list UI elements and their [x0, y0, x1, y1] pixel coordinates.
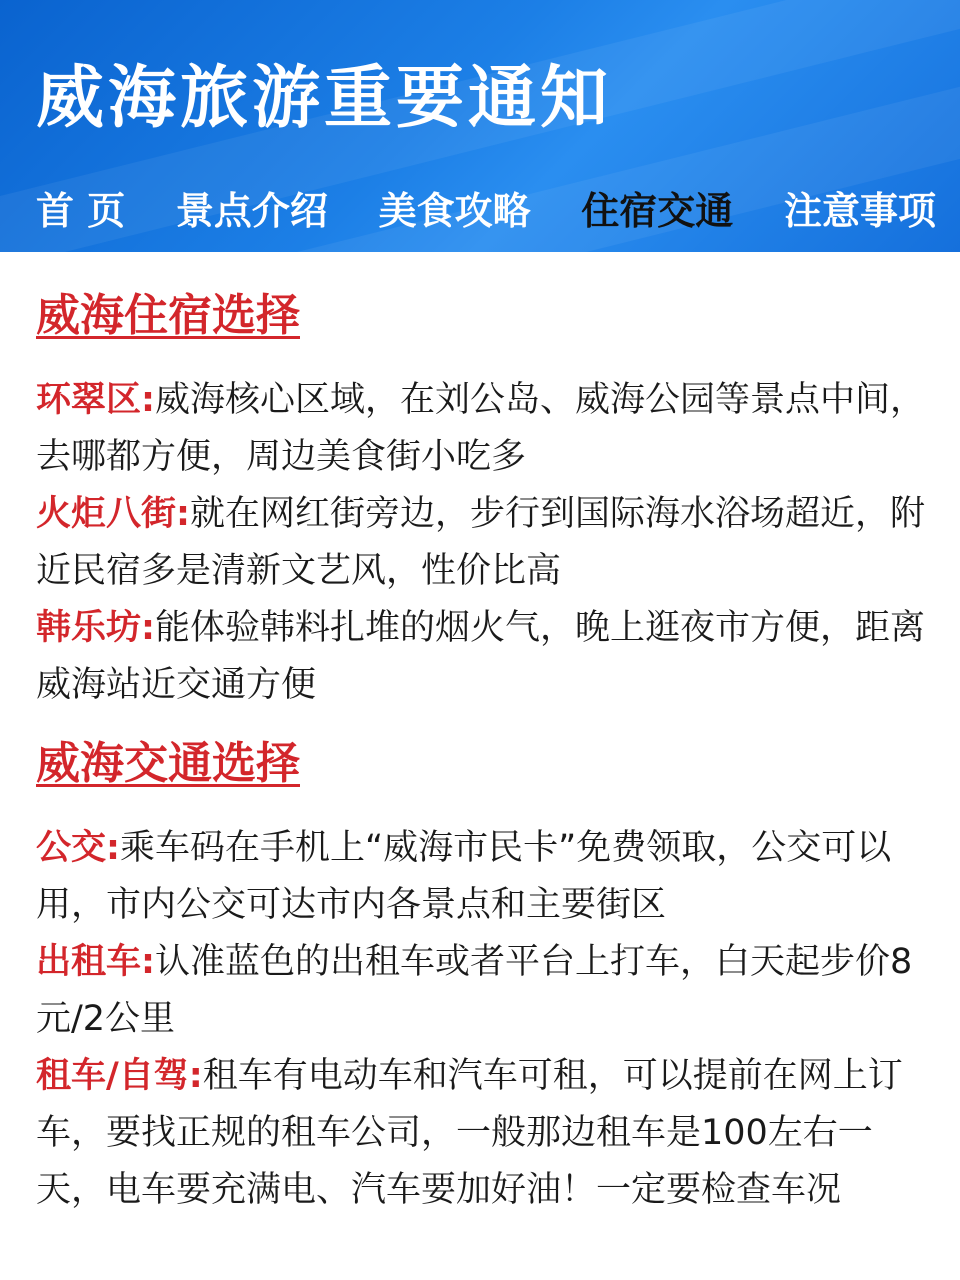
item-text: 认准蓝色的出租车或者平台上打车，白天起步价8元/2公里	[36, 942, 913, 1039]
item-label: 出租车:	[36, 942, 155, 982]
list-item	[36, 372, 926, 486]
nav-item-attractions[interactable]: 景点介绍	[175, 189, 328, 233]
nav-item-home[interactable]: 首 页	[36, 189, 126, 233]
section-title-lodging: 威海住宿选择	[36, 290, 300, 341]
list-item	[36, 486, 926, 600]
item-label: 火炬八街:	[36, 494, 190, 534]
nav-item-food[interactable]: 美食攻略	[378, 189, 531, 233]
section-title-transport: 威海交通选择	[36, 738, 300, 789]
item-label: 环翠区:	[36, 380, 155, 420]
item-text: 乘车码在手机上“威海市民卡”免费领取，公交可以用，市内公交可达市内各景点和主要街区	[36, 828, 892, 925]
item-text: 租车有电动车和汽车可租，可以提前在网上订车，要找正规的租车公司，一般那边租车是100左右一天，电车要充满电、汽车要加好油！一定要检查车况	[36, 1056, 903, 1210]
item-label: 韩乐坊:	[36, 608, 155, 648]
item-label: 租车/自驾:	[36, 1056, 203, 1096]
page-title: 威海旅游重要通知	[36, 59, 613, 138]
lodging-section	[36, 282, 926, 714]
nav-item-notes[interactable]: 注意事项	[783, 189, 936, 233]
transport-section	[36, 730, 926, 1219]
item-text: 就在网红街旁边，步行到国际海水浴场超近，附近民宿多是清新文艺风，性价比高	[36, 494, 926, 591]
item-label: 公交:	[36, 828, 120, 868]
nav-item-lodging-transport[interactable]: 住宿交通	[581, 189, 734, 233]
list-item	[36, 1048, 926, 1219]
list-item	[36, 934, 926, 1048]
item-text: 能体验韩料扎堆的烟火气，晚上逛夜市方便，距离威海站近交通方便	[36, 608, 926, 705]
list-item	[36, 820, 926, 934]
header-banner	[0, 0, 960, 252]
list-item	[36, 600, 926, 714]
nav-bar	[36, 183, 936, 239]
item-text: 威海核心区域，在刘公岛、威海公园等景点中间，去哪都方便，周边美食街小吃多	[36, 380, 926, 477]
main-content	[36, 282, 926, 1219]
